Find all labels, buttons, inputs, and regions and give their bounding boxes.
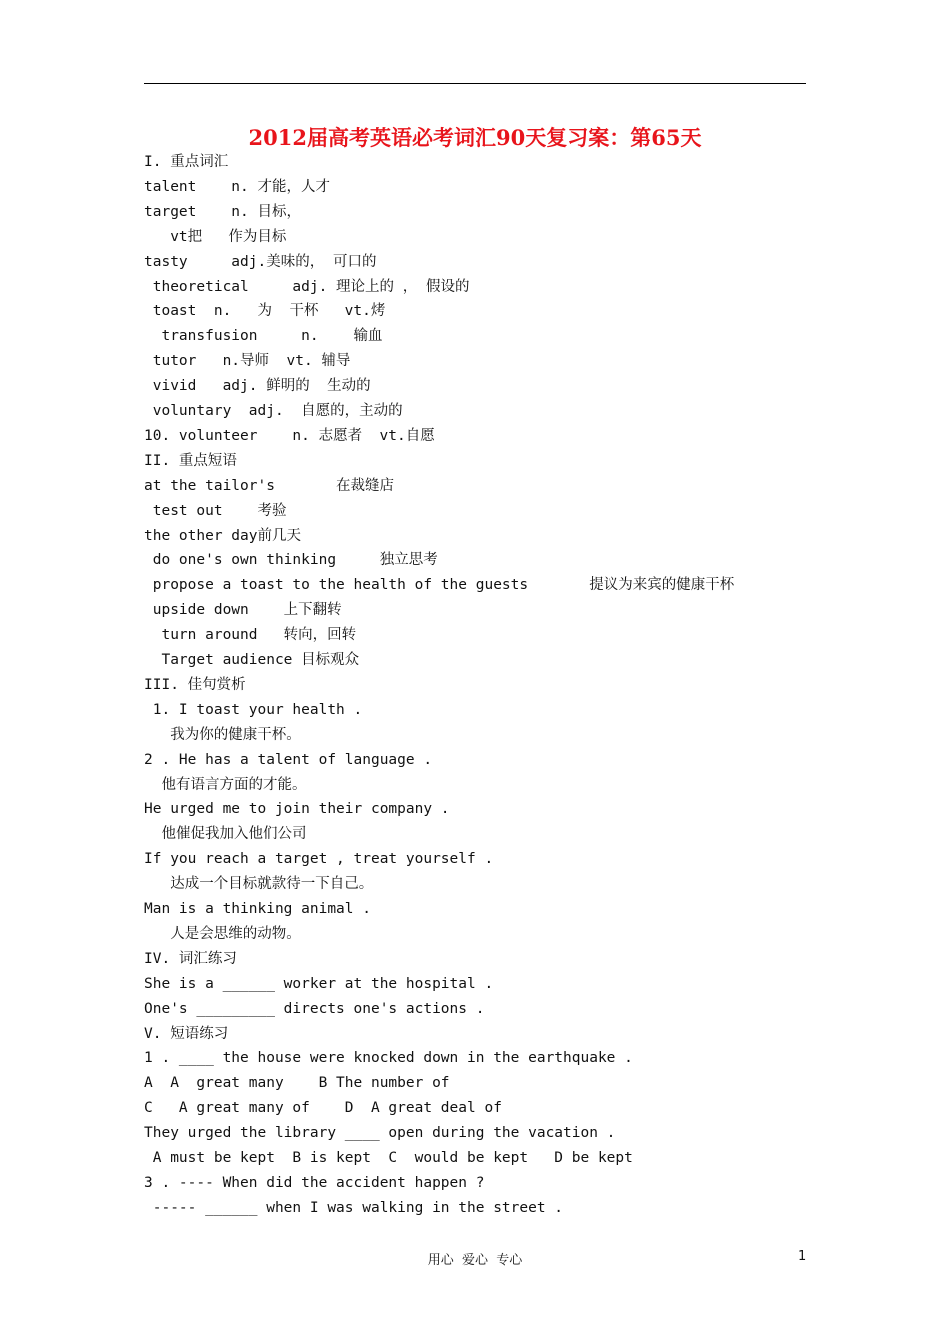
text-line: 达成一个目标就款待一下自己。 [144,876,374,893]
document-title: 2012届高考英语必考词汇90天复习案：第65天 [248,125,702,150]
text-line: 3 . ---- When did the accident happen ? [144,1174,485,1191]
text-line: 人是会思维的动物。 [144,925,301,942]
header-rule [144,83,806,84]
text-line: tutor n.导师 vt. 辅导 [144,353,351,370]
text-line: upside down 上下翻转 [144,602,342,619]
text-line: IV. 词汇练习 [144,950,237,967]
text-line: III. 佳句赏析 [144,676,246,693]
text-line: 1 . ____ the house were knocked down in the earthquake . [144,1050,633,1067]
text-line: 10. volunteer n. 志愿者 vt.自愿 [144,427,435,444]
text-line: She is a ______ worker at the hospital . [144,975,494,992]
text-line: Target audience 目标观众 [144,652,360,668]
page-footer: 用心 爱心 专心 [427,1253,523,1268]
text-line: Man is a thinking animal . [144,901,371,917]
text-line: voluntary adj. 自愿的，主动的 [144,403,403,419]
text-line: turn around 转向，回转 [144,627,357,644]
text-line: vt把 作为目标 [144,228,287,245]
text-line: He urged me to join their company . [144,801,450,818]
text-line: One's _________ directs one's actions . [144,1000,485,1017]
text-line: A A great many B The number of [144,1075,450,1092]
text-line: If you reach a target , treat yourself . [144,851,494,868]
text-line: A must be kept B is kept C would be kept D be kept [144,1150,633,1166]
text-line: theoretical adj. 理论上的 ， 假设的 [144,278,470,295]
text-line: They urged the library ____ open during the vacation . [144,1125,616,1142]
text-line: at the tailor's 在裁缝店 [144,477,395,494]
text-line: the other day前几天 [144,527,301,544]
text-line: 2 . He has a talent of language . [144,751,433,768]
text-line: talent n. 才能，人才 [144,178,330,195]
text-line: propose a toast to the health of the guests 提议为来宾的健康干杯 [144,577,735,594]
text-line: transfusion n. 输血 [144,328,383,345]
text-line: target n. 目标， [144,203,301,220]
text-line: toast n. 为 干杯 vt.烤 [144,303,386,320]
text-line: 1. I toast your health . [144,701,363,718]
text-line: II. 重点短语 [144,452,237,469]
text-line: 他催促我加入他们公司 [144,826,307,843]
text-line: V. 短语练习 [144,1025,229,1042]
text-line: 我为你的健康干杯。 [144,726,301,743]
text-line: tasty adj.美味的， 可口的 [144,253,377,270]
text-line: vivid adj. 鲜明的 生动的 [144,378,371,395]
page-number: 1 [798,1249,807,1264]
text-line: test out 考验 [144,502,287,519]
text-line: I. 重点词汇 [144,154,229,170]
text-line: 他有语言方面的才能。 [144,776,307,793]
text-line: ----- ______ when I was walking in the street . [144,1199,564,1216]
text-line: C A great many of D A great deal of [144,1100,502,1117]
text-line: do one's own thinking 独立思考 [144,552,438,569]
